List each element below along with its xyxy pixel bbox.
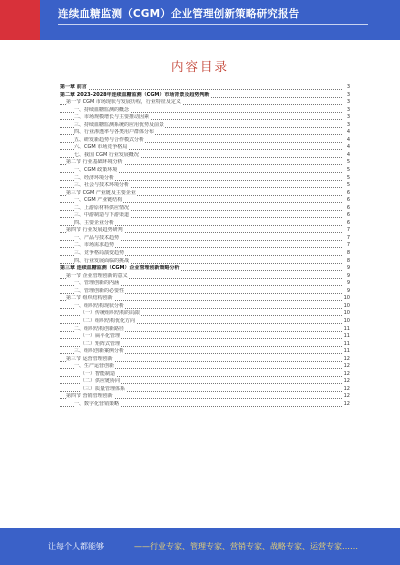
toc-entry[interactable]: [60, 303, 350, 311]
header-accent-block: [0, 0, 40, 40]
toc-entry-text: 第二章 2023-2028年连续血糖监测（CGM）市场背景及趋势判断: [60, 91, 210, 98]
toc-page-number: 6: [342, 190, 350, 198]
toc-heading: 内容目录: [170, 59, 229, 74]
toc-entry[interactable]: [60, 175, 350, 183]
toc-page-number: 10: [343, 302, 350, 309]
footer-text: 让每个人都能够: [48, 542, 104, 551]
toc-entry-text: 二、组织结构创新路径: [74, 325, 125, 332]
toc-entry[interactable]: [60, 190, 350, 198]
toc-page-number: 5: [342, 159, 350, 167]
toc-page-number: 11: [343, 348, 350, 355]
toc-page-number: 11: [343, 340, 350, 347]
toc-page-number: 3: [342, 92, 350, 100]
toc-entry[interactable]: [60, 378, 350, 386]
toc-page-number: 12: [343, 393, 350, 400]
header-bar: [0, 0, 400, 40]
toc-entry[interactable]: [60, 212, 350, 220]
toc-page-number: 3: [342, 114, 350, 122]
report-title: 连续血糖监测（CGM）企业管理创新策略研究报告: [58, 8, 300, 20]
toc-page-number: 7: [342, 227, 350, 235]
toc-page-number: 4: [342, 137, 350, 145]
toc-entry[interactable]: [60, 235, 350, 243]
toc-entry[interactable]: [60, 205, 350, 213]
toc-entry[interactable]: [60, 144, 350, 152]
toc-entry-text: 七、我国 CGM 行业发展概况: [74, 151, 139, 158]
toc-entry-text: 第四节 营销管理创新: [66, 393, 113, 400]
toc-entry-text: 四、行业渗透率与各类用户群体分布: [74, 129, 155, 136]
toc-entry-text: （二）组织结构优化方向: [80, 317, 136, 324]
toc-entry[interactable]: [60, 363, 350, 371]
toc-page-number: 9: [342, 288, 350, 296]
toc-entry-text: 三、持续血糖监测系统的应用优势及前景: [74, 121, 165, 128]
toc-entry-text: 一、CGM 政策环境: [74, 167, 118, 174]
toc-page-number: 4: [342, 144, 350, 152]
toc-entry[interactable]: [60, 182, 350, 190]
toc-entry[interactable]: [60, 333, 350, 341]
toc-page-number: 8: [342, 258, 350, 266]
table-of-contents: [60, 84, 350, 409]
toc-entry[interactable]: [60, 386, 350, 394]
toc-entry[interactable]: [60, 129, 350, 137]
toc-page-number: 9: [342, 280, 350, 288]
toc-entry-text: 一、数字化营销策略: [74, 400, 120, 407]
toc-entry-text: 第三节 CGM 产业链及主要企业: [66, 189, 136, 196]
toc-entry-text: 三、中游制造与下游渠道: [74, 212, 130, 219]
toc-entry-text: 第三章 连续血糖监测（CGM）企业管理创新策略分析: [60, 265, 180, 272]
toc-entry[interactable]: [60, 152, 350, 160]
toc-page-number: 5: [342, 167, 350, 175]
toc-entry[interactable]: [60, 356, 350, 364]
toc-entry-text: （一）智能制造: [80, 370, 116, 377]
toc-entry[interactable]: [60, 371, 350, 379]
toc-entry[interactable]: [60, 92, 350, 100]
toc-entry-text: 三、社会与技术环境分析: [74, 182, 130, 189]
toc-entry-text: 一、持续血糖监测的概念: [74, 106, 130, 113]
toc-entry[interactable]: [60, 84, 350, 92]
toc-entry[interactable]: [60, 295, 350, 303]
toc-page-number: 12: [343, 400, 350, 407]
toc-page-number: 3: [342, 99, 350, 107]
toc-page-number: 3: [342, 84, 350, 92]
toc-entry-text: 二、经济环境分析: [74, 174, 115, 181]
toc-entry[interactable]: [60, 326, 350, 334]
toc-entry-text: 四、行业发展面临的挑战: [74, 257, 130, 264]
toc-page-number: 12: [343, 370, 350, 377]
toc-entry-text: 第一章 前言: [60, 84, 87, 90]
toc-entry-text: （一）传统组织结构的局限: [80, 310, 141, 317]
toc-entry-text: 二、市场规模增长与主要推动因素: [74, 114, 150, 121]
toc-page-number: 4: [342, 152, 350, 160]
toc-entry-text: 四、主要企业分析: [74, 219, 115, 226]
toc-entry-text: 第三节 运营管理创新: [66, 355, 113, 362]
toc-page-number: 7: [342, 242, 350, 250]
toc-page-number: 6: [342, 212, 350, 220]
toc-entry[interactable]: [60, 273, 350, 281]
toc-entry[interactable]: [60, 401, 350, 409]
toc-entry-text: 一、管理创新的内涵: [74, 280, 120, 287]
toc-entry-text: （二）矩阵式管理: [80, 340, 121, 347]
toc-entry[interactable]: [60, 348, 350, 356]
toc-entry-text: 二、管理创新的必要性: [74, 287, 125, 294]
toc-entry[interactable]: [60, 258, 350, 266]
toc-page-number: 12: [343, 355, 350, 362]
toc-entry[interactable]: [60, 280, 350, 288]
toc-entry-text: （二）供应链协同: [80, 378, 121, 385]
toc-entry-text: 二、市场需求趋势: [74, 242, 115, 249]
toc-entry-text: 一、产品与技术趋势: [74, 234, 120, 241]
toc-page-number: 5: [342, 182, 350, 190]
toc-entry-text: 二、上游原材料供应情况: [74, 204, 130, 211]
toc-entry[interactable]: [60, 288, 350, 296]
toc-entry[interactable]: [60, 220, 350, 228]
toc-page-number: 6: [342, 197, 350, 205]
footer-bar: [0, 528, 400, 565]
toc-entry[interactable]: [60, 250, 350, 258]
toc-page-number: 12: [343, 385, 350, 392]
toc-entry-text: 一、CGM 产业链结构: [74, 197, 123, 204]
toc-page-number: 11: [343, 325, 350, 332]
toc-entry-text: 一、生产运营创新: [74, 363, 115, 370]
toc-entry-text: 三、组织创新案例分析: [74, 348, 125, 355]
toc-entry-text: 第二节 行业基础环境分析: [66, 159, 123, 166]
toc-page-number: 4: [342, 129, 350, 137]
toc-entry[interactable]: [60, 227, 350, 235]
toc-entry-text: 三、竞争格局演变趋势: [74, 250, 125, 257]
toc-entry[interactable]: [60, 114, 350, 122]
toc-entry[interactable]: [60, 137, 350, 145]
toc-entry[interactable]: [60, 122, 350, 130]
toc-entry-text: （三）质量管理体系: [80, 385, 126, 392]
toc-page-number: 9: [342, 265, 350, 273]
toc-entry-text: 第四节 行业发展趋势研判: [66, 227, 123, 234]
toc-entry[interactable]: [60, 197, 350, 205]
toc-entry[interactable]: [60, 318, 350, 326]
toc-entry[interactable]: [60, 341, 350, 349]
toc-page-number: 12: [343, 363, 350, 370]
toc-page-number: 5: [342, 175, 350, 183]
toc-entry[interactable]: [60, 167, 350, 175]
toc-page-number: 3: [342, 107, 350, 115]
footer-slogan: ——行业专家、管理专家、营销专家、战略专家、运营专家……: [134, 542, 358, 551]
toc-entry-text: 第一节 CGM 市场现状与发展历程，行业特征及定义: [66, 99, 181, 106]
toc-page-number: 3: [342, 122, 350, 130]
toc-entry[interactable]: [60, 393, 350, 401]
toc-page-number: 6: [342, 220, 350, 228]
toc-leader-dots: [60, 89, 342, 90]
header-divider: [58, 24, 368, 25]
toc-entry-text: （一）扁平化管理: [80, 333, 121, 340]
toc-entry[interactable]: [60, 99, 350, 107]
toc-page-number: 7: [342, 235, 350, 243]
toc-page-number: 10: [343, 310, 350, 317]
toc-page-number: 12: [343, 378, 350, 385]
toc-entry-text: 六、CGM 市场竞争格局: [74, 144, 128, 151]
toc-page-number: 8: [342, 250, 350, 258]
toc-entry[interactable]: [60, 242, 350, 250]
toc-entry-text: 第一节 企业管理创新的意义: [66, 272, 128, 279]
toc-entry[interactable]: [60, 310, 350, 318]
toc-page-number: 10: [343, 317, 350, 324]
toc-page-number: 6: [342, 205, 350, 213]
toc-entry[interactable]: [60, 159, 350, 167]
toc-entry-text: 五、研发新趋势与合作模式分析: [74, 136, 145, 143]
toc-entry-text: 一、组织结构现状分析: [74, 302, 125, 309]
toc-page-number: 9: [342, 273, 350, 281]
toc-entry[interactable]: [60, 265, 350, 273]
toc-entry-text: 第二节 组织结构创新: [66, 295, 113, 302]
toc-page-number: 10: [343, 295, 350, 302]
toc-page-number: 11: [343, 333, 350, 340]
toc-entry[interactable]: [60, 107, 350, 115]
